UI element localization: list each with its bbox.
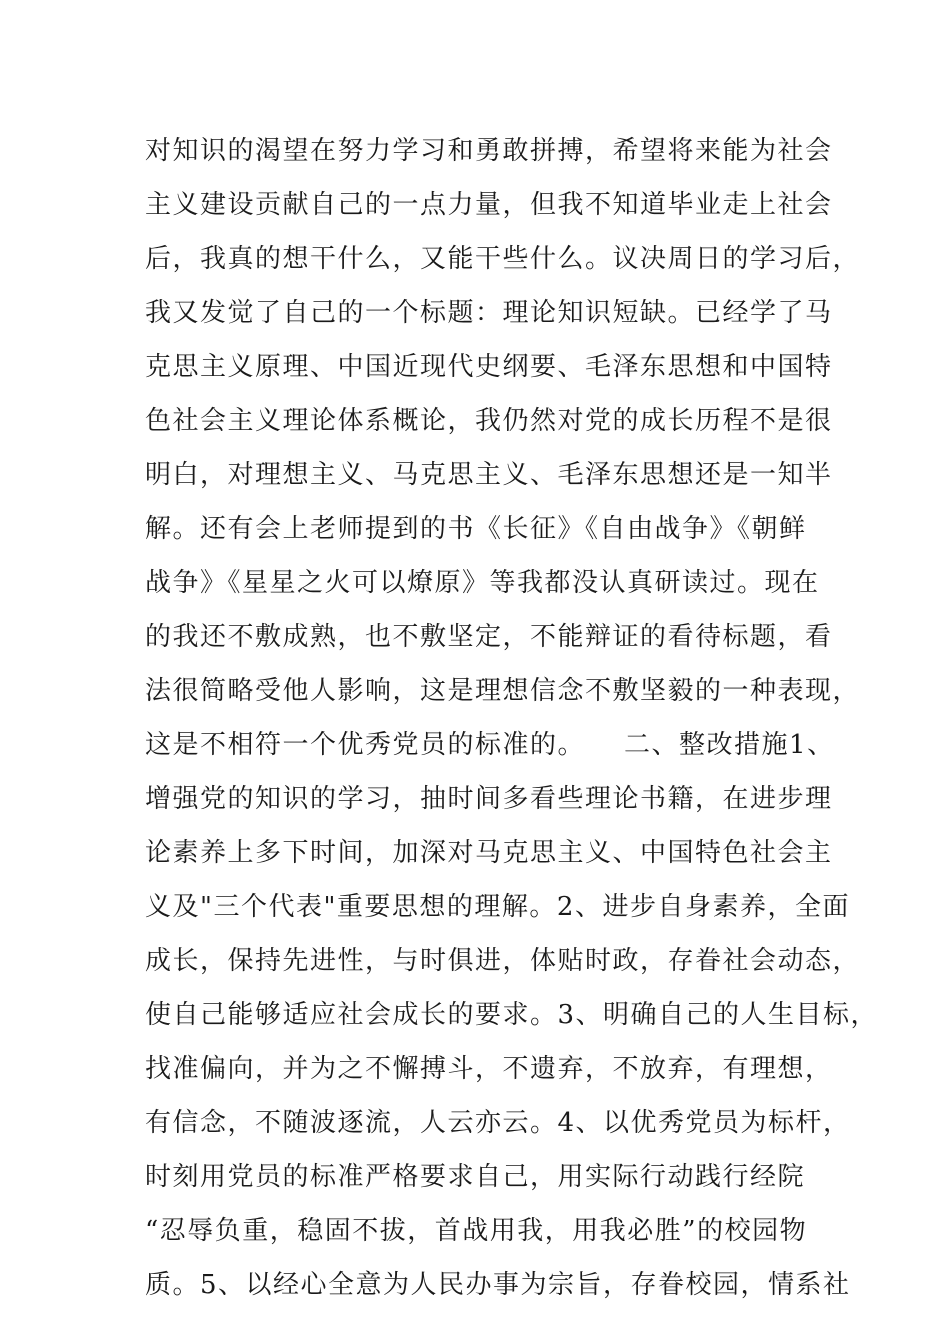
text-line: 质。5、以经心全意为人民办事为宗旨，存眷校园，情系社 <box>145 1270 851 1300</box>
text-line: 战争》《星星之火可以燎原》等我都没认真研读过。现在 <box>145 568 820 598</box>
text-line: “忍辱负重，稳固不拔，首战用我，用我必胜”的校园物 <box>145 1216 808 1246</box>
text-line: 我又发觉了自己的一个标题：理论知识短缺。已经学了马 <box>145 298 833 328</box>
text-line: 的我还不敷成熟，也不敷坚定，不能辩证的看待标题，看 <box>145 622 833 652</box>
text-line: 这是不相符一个优秀党员的标准的。 二、整改措施1、 <box>145 730 835 760</box>
text-line: 对知识的渴望在努力学习和勇敢拼搏，希望将来能为社会 <box>145 136 833 166</box>
body-text <box>145 124 879 1312</box>
text-line: 后，我真的想干什么，又能干些什么。议决周日的学习后， <box>145 244 861 274</box>
text-line: 找准偏向，并为之不懈搏斗，不遗弃，不放弃，有理想， <box>145 1054 833 1084</box>
text-line: 使自己能够适应社会成长的要求。3、明确自己的人生目标， <box>145 1000 879 1030</box>
text-line: 色社会主义理论体系概论，我仍然对党的成长历程不是很 <box>145 406 833 436</box>
text-line: 论素养上多下时间，加深对马克思主义、中国特色社会主 <box>145 838 833 868</box>
text-line: 主义建设贡献自己的一点力量，但我不知道毕业走上社会 <box>145 190 833 220</box>
text-line: 明白，对理想主义、马克思主义、毛泽东思想还是一知半 <box>145 460 833 490</box>
text-line: 时刻用党员的标准严格要求自己，用实际行动践行经院 <box>145 1162 806 1192</box>
text-line: 法很简略受他人影响，这是理想信念不敷坚毅的一种表现， <box>145 676 861 706</box>
text-line: 有信念，不随波逐流，人云亦云。4、以优秀党员为标杆， <box>145 1108 851 1138</box>
text-line: 义及"三个代表"重要思想的理解。2、进步自身素养，全面 <box>145 892 850 922</box>
text-line: 克思主义原理、中国近现代史纲要、毛泽东思想和中国特 <box>145 352 833 382</box>
text-line: 成长，保持先进性，与时俱进，体贴时政，存眷社会动态， <box>145 946 861 976</box>
text-line: 增强党的知识的学习，抽时间多看些理论书籍，在进步理 <box>145 784 833 814</box>
text-line: 解。还有会上老师提到的书《长征》《自由战争》《朝鲜 <box>145 514 807 544</box>
